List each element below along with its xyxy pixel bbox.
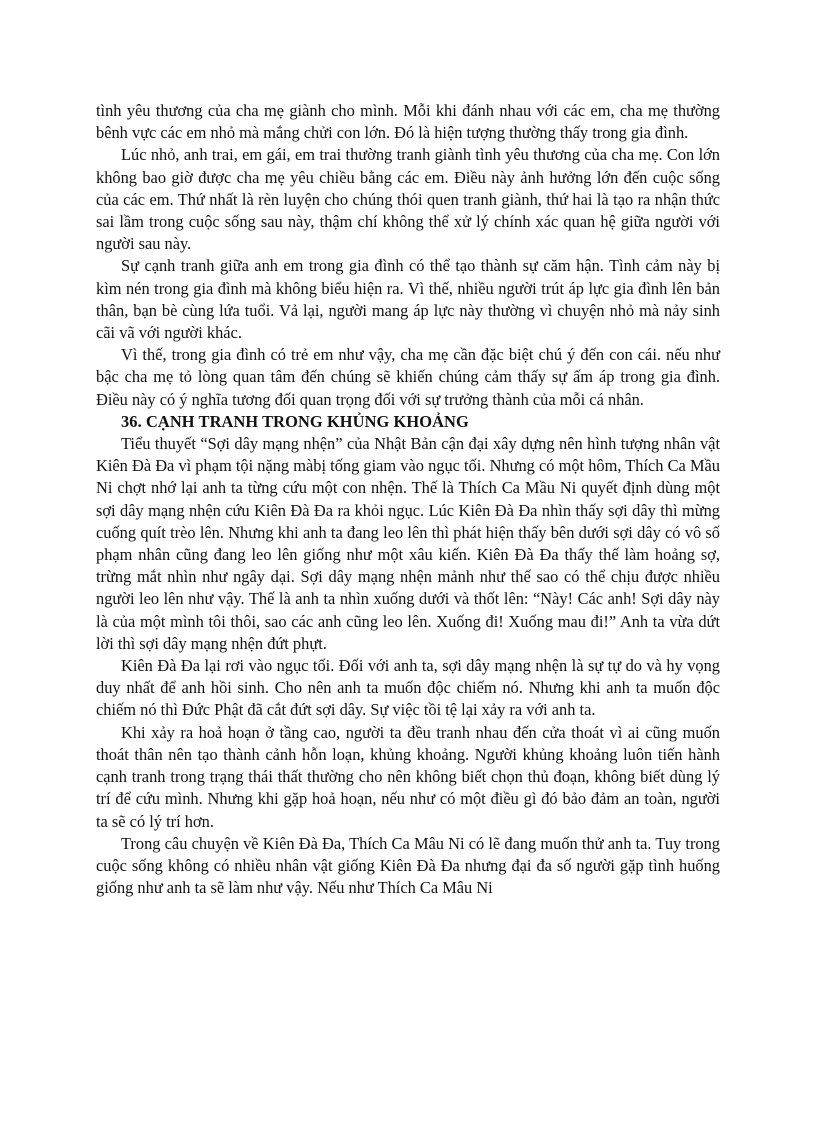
paragraph-resentment: Sự cạnh tranh giữa anh em trong gia đình có thể tạo thành sự căm hận. Tình cảm này bị kìm nén trong gia đình mà không biểu hiện ra. Vì thế, nhiều người trút áp lực gia đình lên bản thân, bạn bè cùng lứa tuổi. Vả lại, người mang áp lực này thường vì chuyện nhỏ mà nảy sinh cãi vã với người khác. <box>96 256 720 343</box>
paragraph-parent-attention: Vì thế, trong gia đình có trẻ em như vậy, cha mẹ cần đặc biệt chú ý đến con cái. nếu như bậc cha mẹ tỏ lòng quan tâm đến chúng sẽ khiến chúng cảm thấy sự ấm áp trong gia đình. Điều này có ý nghĩa tương đối quan trọng đối với sự trưởng thành của mỗi cá nhân. <box>96 345 720 409</box>
paragraph-fire-panic: Khi xảy ra hoả hoạn ở tầng cao, người ta đều tranh nhau đến cửa thoát vì ai cũng muốn thoát thân nên tạo thành cảnh hỗn loạn, khủng khoảng. Người khủng khoảng luôn tiến hành cạnh tranh trong trạng thái thất thường cho nên không biết chọn thủ đoạn, không biết dùng lý trí để cứu mình. Nhưng khi gặp hoả hoạn, nếu như có một điều gì đó bảo đảm an toàn, người ta sẽ có lý trí hơn. <box>96 722 720 831</box>
section-heading: 36. CẠNH TRANH TRONG KHỦNG KHOẢNG <box>121 411 469 431</box>
paragraph-continuation: tình yêu thương của cha mẹ giành cho mình. Mỗi khi đánh nhau với các em, cha mẹ thường bênh vực các em nhỏ mà mắng chửi con lớn. Đó là hiện tượng thường thấy trong gia đình. <box>96 101 720 143</box>
paragraph-buddha-test: Trong câu chuyện về Kiên Đà Đa, Thích Ca Mâu Ni có lẽ đang muốn thử anh ta. Tuy trong cuộc sống không có nhiều nhân vật giống Kiên Đà Đa nhưng đại đa số người gặp tình huống giống như anh ta sẽ làm như vậy. Nếu như Thích Ca Mâu Ni <box>96 833 720 898</box>
paragraph-sibling-rivalry: Lúc nhỏ, anh trai, em gái, em trai thường tranh giành tình yêu thương của cha mẹ. Con lớn không bao giờ được cha mẹ yêu chiều bằng các em. Điều này ảnh hưởng lớn đến cuộc sống của các em. Thứ nhất là rèn luyện cho chúng thói quen tranh giành, thứ hai là tạo ra nhận thức sai lầm trong cuộc sống sau này, thậm chí không thể xử lý chính xác quan hệ giữa người với người sau này. <box>96 145 720 254</box>
paragraph-spider-thread-story: Tiểu thuyết “Sợi dây mạng nhện” của Nhật Bản cận đại xây dựng nên hình tượng nhân vật Kiên Đà Đa vì phạm tội nặng màbị tống giam vào ngục tối. Nhưng có một hôm, Thích Ca Mầu Ni chợt nhớ lại anh ta từng cứu một con nhện. Thế là Thích Ca Mầu Ni quyết định dùng một sợi dây mạng nhện cứu Kiên Đà Đa ra khỏi ngục. Lúc Kiên Đà Đa nhìn thấy sợi dây thì mừng cuống quít trèo lên. Nhưng khi anh ta đang leo lên thì phát hiện thấy bên dưới sợi dây có vô số phạm nhân cũng đang leo lên giống như một xâu kiến. Kiên Đà Đa thấy thế làm hoảng sợ, trừng mắt nhìn như ngây dại. Sợi dây mạng nhện mảnh như thế sao có thể chịu được nhiều người leo lên như vậy. Thế là anh ta nhìn xuống dưới và thốt lên: “Này! Các anh! Sợi dây này là của một mình tôi thôi, sao các anh cũng leo lên. Xuống đi! Xuống mau đi!” Anh ta vừa dứt lời thì sợi dây mạng nhện đứt phựt. <box>96 434 720 653</box>
document-page <box>96 100 720 899</box>
paragraph-fall-back: Kiên Đà Đa lại rơi vào ngục tối. Đối với anh ta, sợi dây mạng nhện là sự tự do và hy vọng duy nhất để anh hồi sinh. Cho nên anh ta muốn độc chiếm nó. Nhưng khi anh ta muốn độc chiếm nó thì Đức Phật đã cắt đứt sợi dây. Sự việc tồi tệ lại xảy ra với anh ta. <box>96 656 720 720</box>
